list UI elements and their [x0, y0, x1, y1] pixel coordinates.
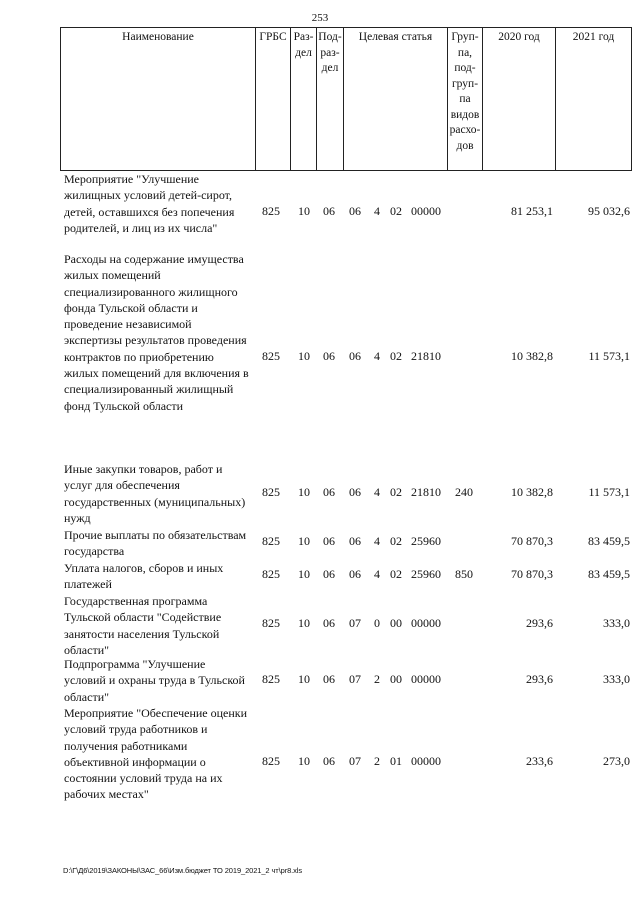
row-expense-group: 850: [455, 567, 473, 581]
row-target-4: 21810: [411, 485, 441, 499]
row-name: Мероприятие "Улучшение жилищных условий детей-сирот, детей, оставшихся без попечения родителей, и лиц из их числа": [64, 172, 235, 235]
row-target-4: 25960: [411, 534, 441, 548]
row-target-2: 4: [374, 534, 380, 548]
row-target-4: 00000: [411, 204, 441, 218]
table-row: [0, 527, 640, 560]
row-grbs: 825: [262, 672, 280, 686]
row-podrazdel: 06: [323, 485, 335, 499]
row-value-2021: 333,0: [603, 672, 630, 686]
row-target-4: 21810: [411, 349, 441, 363]
row-value-2021: 11 573,1: [588, 349, 630, 363]
table-row: [0, 656, 640, 706]
row-razdel: 10: [298, 349, 310, 363]
table-row: [0, 560, 640, 593]
row-value-2021: 83 459,5: [588, 567, 630, 581]
row-value-2020: 233,6: [526, 754, 553, 768]
header-razdel: Раз- дел: [293, 31, 314, 59]
row-target-2: 4: [374, 485, 380, 499]
row-podrazdel: 06: [323, 754, 335, 768]
row-grbs: 825: [262, 534, 280, 548]
row-podrazdel: 06: [323, 204, 335, 218]
row-name: Иные закупки товаров, работ и услуг для обеспечения государственных (муниципальных) нужд: [64, 462, 246, 525]
row-expense-group: 240: [455, 485, 473, 499]
row-target-3: 01: [390, 754, 402, 768]
row-value-2020: 81 253,1: [511, 204, 553, 218]
row-target-3: 02: [390, 567, 402, 581]
row-razdel: 10: [298, 534, 310, 548]
header-podrazdel: Под- раз- дел: [318, 31, 342, 74]
row-razdel: 10: [298, 204, 310, 218]
table-row: [0, 593, 640, 659]
row-target-3: 02: [390, 485, 402, 499]
row-target-1: 07: [349, 672, 361, 686]
row-target-4: 00000: [411, 754, 441, 768]
table-row: [0, 171, 640, 237]
row-value-2020: 10 382,8: [511, 349, 553, 363]
row-podrazdel: 06: [323, 534, 335, 548]
row-value-2021: 11 573,1: [588, 485, 630, 499]
header-grbs: ГРБС: [259, 31, 287, 43]
row-target-2: 2: [374, 754, 380, 768]
row-grbs: 825: [262, 616, 280, 630]
row-target-2: 4: [374, 204, 380, 218]
row-value-2020: 70 870,3: [511, 534, 553, 548]
row-target-4: 25960: [411, 567, 441, 581]
header-target-article: Целевая статья: [358, 31, 433, 43]
row-podrazdel: 06: [323, 616, 335, 630]
row-target-3: 02: [390, 204, 402, 218]
row-podrazdel: 06: [323, 349, 335, 363]
row-target-2: 2: [374, 672, 380, 686]
table-header: [60, 27, 632, 171]
row-target-1: 06: [349, 349, 361, 363]
row-grbs: 825: [262, 485, 280, 499]
row-grbs: 825: [262, 349, 280, 363]
row-name: Мероприятие "Обеспечение оценки условий труда работников и получения работниками объективной информации о состоянии условий труда на их рабочих местах": [64, 706, 248, 802]
row-target-3: 00: [390, 616, 402, 630]
row-value-2021: 95 032,6: [588, 204, 630, 218]
row-target-2: 0: [374, 616, 380, 630]
header-2021: 2021 год: [572, 31, 615, 43]
row-target-1: 07: [349, 616, 361, 630]
row-value-2020: 10 382,8: [511, 485, 553, 499]
row-grbs: 825: [262, 204, 280, 218]
row-podrazdel: 06: [323, 672, 335, 686]
header-expense-group: Груп- па, под- груп- па видов расхо- дов: [449, 31, 481, 152]
row-podrazdel: 06: [323, 567, 335, 581]
row-target-2: 4: [374, 567, 380, 581]
row-razdel: 10: [298, 672, 310, 686]
row-value-2020: 70 870,3: [511, 567, 553, 581]
row-target-3: 00: [390, 672, 402, 686]
header-name: Наименование: [122, 31, 194, 43]
table-row: [0, 705, 640, 820]
row-name: Подпрограмма "Улучшение условий и охраны труда в Тульской области": [64, 657, 245, 704]
row-value-2021: 83 459,5: [588, 534, 630, 548]
row-razdel: 10: [298, 567, 310, 581]
row-razdel: 10: [298, 485, 310, 499]
row-value-2021: 273,0: [603, 754, 630, 768]
row-razdel: 10: [298, 754, 310, 768]
row-target-3: 02: [390, 349, 402, 363]
row-target-1: 06: [349, 567, 361, 581]
row-target-1: 06: [349, 485, 361, 499]
row-target-1: 07: [349, 754, 361, 768]
page-number: 253: [311, 12, 329, 24]
row-target-2: 4: [374, 349, 380, 363]
row-razdel: 10: [298, 616, 310, 630]
row-grbs: 825: [262, 754, 280, 768]
row-value-2020: 293,6: [526, 672, 553, 686]
row-value-2020: 293,6: [526, 616, 553, 630]
header-2020: 2020 год: [498, 31, 540, 43]
row-target-1: 06: [349, 534, 361, 548]
row-name: Государственная программа Тульской области "Содействие занятости населения Тульской области": [64, 594, 222, 657]
row-target-4: 00000: [411, 672, 441, 686]
row-target-3: 02: [390, 534, 402, 548]
row-name: Прочие выплаты по обязательствам государства: [64, 528, 247, 559]
row-grbs: 825: [262, 567, 280, 581]
row-name: Уплата налогов, сборов и иных платежей: [64, 561, 224, 592]
row-value-2021: 333,0: [603, 616, 630, 630]
row-target-4: 00000: [411, 616, 441, 630]
file-path-footer: D:\Г\Д6\2019\ЗАКОНЫ\ЗАС_66\Изм.бюджет ТО 2019_2021_2 чт\pr8.xls: [63, 866, 303, 875]
table-row: [0, 251, 640, 445]
row-target-1: 06: [349, 204, 361, 218]
table-row: [0, 461, 640, 527]
row-name: Расходы на содержание имущества жилых помещений специализированного жилищного фонда Тульской области и проведение независимой экспертизы результатов проведения контрактов по приобретению жилых помещений для включения в специализированный жилищный фонд Тульской области: [64, 252, 249, 413]
